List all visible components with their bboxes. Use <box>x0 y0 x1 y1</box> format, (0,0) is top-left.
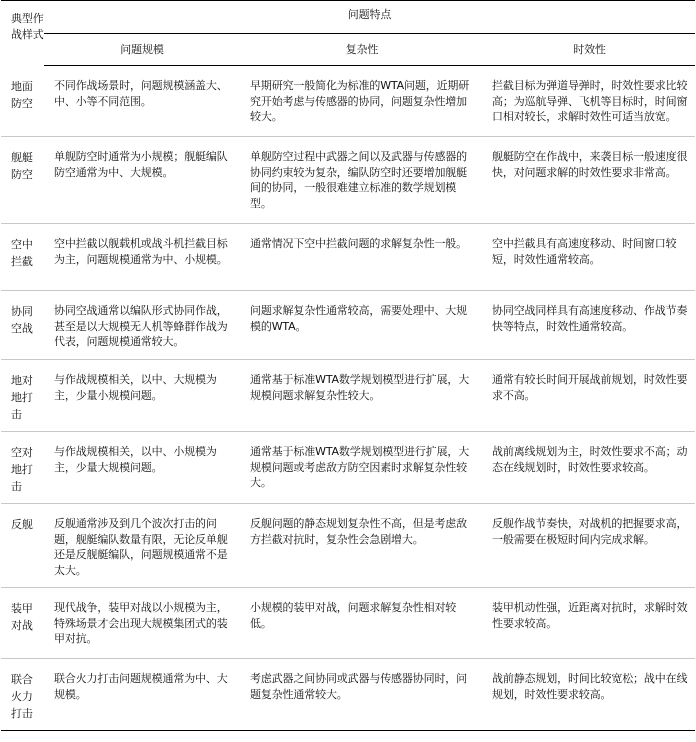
row-type: 装甲对战 <box>1 588 44 659</box>
row-scale: 联合火力打击问题规模通常为中、大规模。 <box>44 659 240 731</box>
row-type: 地面防空 <box>1 66 44 137</box>
row-scale: 单舰防空时通常为小规模；舰艇编队防空通常为中、大规模。 <box>44 137 240 224</box>
row-type: 舰艇防空 <box>1 137 44 224</box>
table-row <box>1 360 695 432</box>
row-complexity: 通常基于标准WTA数学规划模型进行扩展，大规模问题求解复杂性较大。 <box>240 360 484 432</box>
row-complexity: 通常情况下空中拦截问题的求解复杂性一般。 <box>240 224 484 291</box>
header-group: 问题特点 <box>44 1 695 34</box>
table-row <box>1 291 695 360</box>
row-scale: 反舰通常涉及到几个波次打击的问题，舰艇编队数量有限，无论反单舰还是反舰艇编队，问题规模通常不是太大。 <box>44 504 240 588</box>
table-row <box>1 588 695 659</box>
table-row <box>1 659 695 731</box>
row-type: 地对地打击 <box>1 360 44 432</box>
row-scale: 与作战规模相关，以中、大规模为主，少量小规模问题。 <box>44 360 240 432</box>
row-timeliness: 反舰作战节奏快，对战机的把握要求高，一般需要在极短时间内完成求解。 <box>484 504 695 588</box>
row-type: 协同空战 <box>1 291 44 360</box>
row-complexity: 小规模的装甲对战，问题求解复杂性相对较低。 <box>240 588 484 659</box>
table-row <box>1 224 695 291</box>
row-complexity: 单舰防空过程中武器之间以及武器与传感器的协同约束较为复杂，编队防空时还要增加舰艇间的协同，一般很难建立标准的数学规划模型。 <box>240 137 484 224</box>
header-timeliness: 时效性 <box>484 34 695 66</box>
row-scale: 空中拦截以舰载机或战斗机拦截目标为主，问题规模通常为中、小规模。 <box>44 224 240 291</box>
row-type: 反舰 <box>1 504 44 588</box>
row-timeliness: 战前离线规划为主，时效性要求不高；动态在线规划时，时效性要求较高。 <box>484 432 695 504</box>
header-scale: 问题规模 <box>44 34 240 66</box>
row-timeliness: 舰艇防空在作战中，来袭目标一般速度很快，对问题求解的时效性要求非常高。 <box>484 137 695 224</box>
row-timeliness: 战前静态规划，时间比较宽松；战中在线规划，时效性要求较高。 <box>484 659 695 731</box>
row-timeliness: 拦截目标为弹道导弹时，时效性要求比较高；为巡航导弹、飞机等目标时，时间窗口相对较长，求解时效性可适当放宽。 <box>484 66 695 137</box>
table-row <box>1 504 695 588</box>
header-row-group <box>1 1 695 34</box>
row-timeliness: 装甲机动性强，近距离对抗时，求解时效性要求较高。 <box>484 588 695 659</box>
table-row <box>1 137 695 224</box>
row-scale: 与作战规模相关，以中、小规模为主，少量大规模问题。 <box>44 432 240 504</box>
header-complexity: 复杂性 <box>240 34 484 66</box>
header-row-columns <box>1 34 695 66</box>
row-timeliness: 协同空战同样具有高速度移动、作战节奏快等特点，时效性通常较高。 <box>484 291 695 360</box>
header-type: 典型作战样式 <box>1 1 44 66</box>
row-complexity: 反舰问题的静态规划复杂性不高，但是考虑敌方拦截对抗时，复杂性会急剧增大。 <box>240 504 484 588</box>
row-complexity: 问题求解复杂性通常较高，需要处理中、大规模的WTA。 <box>240 291 484 360</box>
row-scale: 协同空战通常以编队形式协同作战，甚至是以大规模无人机等蜂群作战为代表，问题规模通常较大。 <box>44 291 240 360</box>
row-complexity: 早期研究一般简化为标准的WTA问题，近期研究开始考虑与传感器的协同，问题复杂性增加较大。 <box>240 66 484 137</box>
row-scale: 不同作战场景时，问题规模涵盖大、中、小等不同范围。 <box>44 66 240 137</box>
row-type: 联合火力打击 <box>1 659 44 731</box>
row-timeliness: 空中拦截具有高速度移动、时间窗口较短，时效性通常较高。 <box>484 224 695 291</box>
row-type: 空中拦截 <box>1 224 44 291</box>
row-timeliness: 通常有较长时间开展战前规划，时效性要求不高。 <box>484 360 695 432</box>
table-row <box>1 432 695 504</box>
row-complexity: 通常基于标准WTA数学规划模型进行扩展，大规模问题或考虑敌方防空因素时求解复杂性较大。 <box>240 432 484 504</box>
wta-features-table <box>1 0 695 731</box>
table-row <box>1 66 695 137</box>
row-complexity: 考虑武器之间协同或武器与传感器协同时，问题复杂性通常较大。 <box>240 659 484 731</box>
row-scale: 现代战争，装甲对战以小规模为主，特殊场景才会出现大规模集团式的装甲对抗。 <box>44 588 240 659</box>
row-type: 空对地打击 <box>1 432 44 504</box>
